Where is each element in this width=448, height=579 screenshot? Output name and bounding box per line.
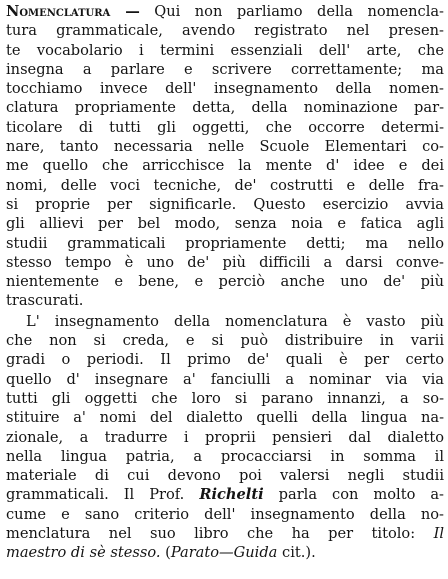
- paragraph-nomenclatura: [6, 2, 444, 311]
- text-line: [6, 524, 444, 543]
- text-segment: cit.).: [277, 544, 316, 562]
- text-line: tocchiamo invece dell' insegnamento della nomen-: [6, 80, 444, 98]
- text-line: zionale, a tradurre i proprii pensieri dal dialetto: [6, 428, 444, 446]
- text-line: materiale di cui devono poi valersi negli studii: [6, 467, 444, 485]
- text-line: gli allievi per bel modo, senza noia e fatica agli: [6, 215, 444, 233]
- text-line: clatura propriamente detta, della nominazione par-: [6, 99, 444, 117]
- entry-heading: Nomenclatura —: [6, 3, 140, 20]
- text-line: tutti gli oggetti che loro si parano innanzi, a so-: [6, 389, 444, 407]
- paragraph-insegnamento: [6, 312, 444, 563]
- text-line: nare, tanto necessaria nelle Scuole Elementari co-: [6, 138, 444, 156]
- text-line: nella lingua patria, a procacciarsi in somma il: [6, 447, 444, 465]
- citation-work: Parato—Guida: [170, 544, 278, 562]
- text-line: [6, 485, 444, 504]
- text-line: quello d' insegnare a' fanciulli a nominar via via: [6, 370, 444, 388]
- text-line: [6, 2, 444, 21]
- text-line: stesso tempo è uno de' più difficili a darsi conve-: [6, 253, 444, 271]
- text-line: [6, 543, 444, 562]
- document-page: [0, 2, 448, 579]
- text-segment: (: [160, 544, 171, 562]
- author-name: Richelti: [199, 486, 264, 504]
- text-line: nientemente e bene, e perciò anche uno de' più: [6, 273, 444, 291]
- book-title: maestro di sè stesso.: [6, 544, 161, 562]
- text-line: che non si creda, e si può distribuire in varii: [6, 332, 444, 350]
- text-line: ticolare di tutti gli oggetti, che occorre determi-: [6, 118, 444, 136]
- text-segment: Qui non parliamo della nomencla-: [139, 3, 444, 20]
- text-segment: parla con molto a-: [263, 486, 444, 504]
- book-title: Il: [433, 525, 444, 543]
- text-segment: grammaticali. Il Prof.: [6, 486, 185, 504]
- text-line: me quello che arricchisce la mente d' idee e dei: [6, 157, 444, 175]
- text-line: gradi o periodi. Il primo de' quali è per certo: [6, 351, 444, 369]
- text-line: te vocabolario i termini essenziali dell' arte, che: [6, 41, 444, 59]
- text-line: stituire a' nomi del dialetto quelli della lingua na-: [6, 409, 444, 427]
- text-line: L' insegnamento della nomenclatura è vasto più: [26, 312, 444, 330]
- text-line: studii grammaticali propriamente detti; ma nello: [6, 234, 444, 252]
- text-line: insegna a parlare e scrivere correttamente; ma: [6, 60, 444, 78]
- text-line: cume e sano criterio dell' insegnamento della no-: [6, 505, 444, 523]
- text-line: si proprie per significarle. Questo esercizio avvia: [6, 195, 444, 213]
- text-line: nomi, delle voci tecniche, de' costrutti e delle fra-: [6, 176, 444, 194]
- text-segment: menclatura nel suo libro che ha per titolo:: [6, 525, 434, 543]
- text-line: tura grammaticale, avendo registrato nel presen-: [6, 22, 444, 40]
- text-line: trascurati.: [6, 292, 84, 310]
